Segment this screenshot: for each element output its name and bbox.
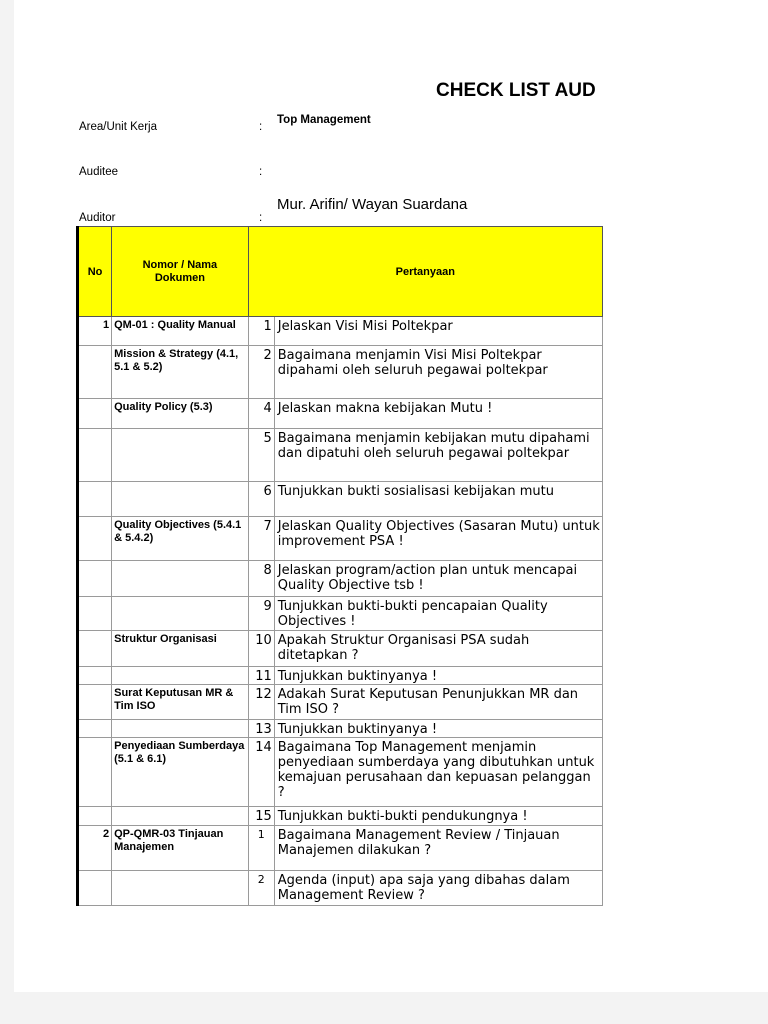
question-number: 5	[263, 431, 272, 446]
document-name	[112, 807, 248, 809]
document-name: Surat Keputusan MR & Tim ISO	[114, 687, 234, 712]
auditor-value: Mur. Arifin/ Wayan Suardana	[277, 196, 468, 213]
question-number: 15	[255, 809, 272, 824]
question-number-cell	[248, 738, 274, 807]
question-number: 2	[257, 873, 265, 886]
question-number: 9	[263, 599, 272, 614]
area-colon: :	[259, 121, 263, 133]
document-name: Quality Policy (5.3)	[114, 401, 213, 413]
question-number-cell	[248, 346, 274, 399]
document-name: QM-01 : Quality Manual	[114, 319, 236, 331]
document-name-cell	[112, 561, 249, 597]
table-header-row	[78, 227, 603, 317]
question-number: 2	[263, 348, 272, 363]
document-name-cell	[112, 738, 249, 807]
row-number-cell	[78, 399, 112, 429]
row-number-cell	[78, 720, 112, 738]
question-number: 12	[255, 687, 272, 702]
row-number-cell	[78, 346, 112, 399]
row-number-cell	[78, 482, 112, 517]
question-text-cell	[274, 871, 602, 906]
document-name	[112, 482, 248, 484]
row-number	[79, 738, 111, 740]
question-text: Bagaimana menjamin Visi Misi Poltekpar dipahami oleh seluruh pegawai poltekpar	[277, 348, 548, 378]
table-row	[78, 631, 603, 667]
question-text-cell	[274, 597, 602, 631]
question-text-cell	[274, 317, 602, 346]
document-name-cell	[112, 346, 249, 399]
row-number	[79, 399, 111, 401]
document-name-cell	[112, 317, 249, 346]
table-row	[78, 667, 603, 685]
auditee-label: Auditee	[79, 166, 119, 178]
question-number-cell	[248, 317, 274, 346]
checklist-table	[76, 226, 603, 906]
question-text-cell	[274, 429, 602, 482]
header-no: No	[78, 227, 112, 317]
row-number	[79, 631, 111, 633]
question-text: Tunjukkan buktinyanya !	[277, 669, 438, 684]
row-number	[79, 871, 111, 873]
header-document	[112, 227, 249, 317]
area-value: Top Management	[277, 114, 371, 126]
document-name-cell	[112, 399, 249, 429]
table-row	[78, 597, 603, 631]
question-number: 6	[263, 484, 272, 499]
document-name-cell	[112, 429, 249, 482]
question-number: 7	[263, 519, 272, 534]
question-text-cell	[274, 738, 602, 807]
row-number-cell	[78, 317, 112, 346]
row-number-cell	[78, 667, 112, 685]
document-name-cell	[112, 597, 249, 631]
question-text: Tunjukkan bukti-bukti pendukungnya !	[277, 809, 528, 824]
question-number-cell	[248, 482, 274, 517]
document-name-cell	[112, 685, 249, 720]
row-number	[79, 517, 111, 519]
question-text: Bagaimana Top Management menjamin penyediaan sumberdaya yang dibutuhkan untuk kemajuan perusahaan dan kepuasan pelanggan ?	[277, 740, 595, 800]
document-name: QP-QMR-03 Tinjauan Manajemen	[114, 828, 224, 853]
question-text: Tunjukkan buktinyanya !	[277, 722, 438, 737]
auditor-colon: :	[259, 212, 263, 224]
auditee-colon: :	[259, 166, 263, 178]
table-row	[78, 482, 603, 517]
row-number	[79, 482, 111, 484]
table-row	[78, 399, 603, 429]
document-name	[112, 429, 248, 431]
question-text-cell	[274, 685, 602, 720]
question-text-cell	[274, 346, 602, 399]
table-row	[78, 738, 603, 807]
document-name: Mission & Strategy (4.1, 5.1 & 5.2)	[114, 348, 239, 373]
row-number	[79, 561, 111, 563]
header-question: Pertanyaan	[248, 227, 602, 317]
question-number: 11	[255, 669, 272, 684]
row-number-cell	[78, 738, 112, 807]
document-name-cell	[112, 871, 249, 906]
question-text: Jelaskan Quality Objectives (Sasaran Mutu) untuk improvement PSA !	[277, 519, 600, 549]
question-text-cell	[274, 667, 602, 685]
table-row	[78, 517, 603, 561]
question-number-cell	[248, 826, 274, 871]
table-row	[78, 871, 603, 906]
question-text: Bagaimana Management Review / Tinjauan Manajemen dilakukan ?	[277, 828, 560, 858]
question-text: Bagaimana menjamin kebijakan mutu dipahami dan dipatuhi oleh seluruh pegawai poltekpar	[277, 431, 590, 461]
document-name-cell	[112, 631, 249, 667]
question-number: 4	[263, 401, 272, 416]
row-number-cell	[78, 517, 112, 561]
table-row	[78, 346, 603, 399]
document-name	[112, 597, 248, 599]
question-text-cell	[274, 517, 602, 561]
question-number-cell	[248, 871, 274, 906]
question-text: Jelaskan Visi Misi Poltekpar	[277, 319, 453, 334]
table-row	[78, 826, 603, 871]
document-name: Struktur Organisasi	[114, 633, 217, 645]
row-number	[79, 346, 111, 348]
question-number: 1	[263, 319, 272, 334]
document-name-cell	[112, 807, 249, 826]
question-text: Apakah Struktur Organisasi PSA sudah ditetapkan ?	[277, 633, 530, 663]
row-number: 1	[103, 319, 110, 331]
row-number-cell	[78, 597, 112, 631]
question-text-cell	[274, 399, 602, 429]
question-text-cell	[274, 807, 602, 826]
document-name	[112, 871, 248, 873]
document-name-cell	[112, 667, 249, 685]
row-number-cell	[78, 631, 112, 667]
row-number-cell	[78, 826, 112, 871]
row-number: 2	[103, 828, 110, 840]
table-row	[78, 807, 603, 826]
header-document-label: Nomor / Nama Dokumen	[142, 258, 218, 284]
document-name-cell	[112, 826, 249, 871]
question-text: Agenda (input) apa saja yang dibahas dalam Management Review ?	[277, 873, 570, 903]
row-number-cell	[78, 685, 112, 720]
question-number-cell	[248, 517, 274, 561]
table-row	[78, 561, 603, 597]
document-name-cell	[112, 720, 249, 738]
question-number-cell	[248, 720, 274, 738]
auditor-label: Auditor	[79, 212, 116, 224]
question-text-cell	[274, 720, 602, 738]
row-number	[79, 667, 111, 669]
question-number: 14	[255, 740, 272, 755]
document-name: Penyediaan Sumberdaya (5.1 & 6.1)	[114, 740, 245, 765]
question-number-cell	[248, 685, 274, 720]
question-number-cell	[248, 667, 274, 685]
row-number	[79, 807, 111, 809]
question-number-cell	[248, 429, 274, 482]
question-text-cell	[274, 826, 602, 871]
row-number	[79, 597, 111, 599]
document-name	[112, 667, 248, 669]
row-number-cell	[78, 429, 112, 482]
row-number-cell	[78, 561, 112, 597]
page-title: CHECK LIST AUD	[436, 80, 596, 101]
document-name-cell	[112, 482, 249, 517]
question-text: Tunjukkan bukti-bukti pencapaian Quality Objectives !	[277, 599, 548, 629]
question-text: Adakah Surat Keputusan Penunjukkan MR dan Tim ISO ?	[277, 687, 579, 717]
row-number	[79, 429, 111, 431]
question-number-cell	[248, 631, 274, 667]
question-number-cell	[248, 807, 274, 826]
document-name	[112, 720, 248, 722]
row-number	[79, 720, 111, 722]
table-row	[78, 429, 603, 482]
question-number-cell	[248, 597, 274, 631]
question-number: 10	[255, 633, 272, 648]
area-label: Area/Unit Kerja	[79, 121, 157, 133]
question-number: 8	[263, 563, 272, 578]
table-row	[78, 317, 603, 346]
question-number: 13	[255, 722, 272, 737]
question-number-cell	[248, 399, 274, 429]
question-text-cell	[274, 631, 602, 667]
question-number-cell	[248, 561, 274, 597]
question-text: Jelaskan program/action plan untuk mencapai Quality Objective tsb !	[277, 563, 578, 593]
question-text: Tunjukkan bukti sosialisasi kebijakan mutu	[277, 484, 554, 499]
document-name: Quality Objectives (5.4.1 & 5.4.2)	[114, 519, 242, 544]
table-row	[78, 685, 603, 720]
question-number: 1	[257, 828, 265, 841]
question-text: Jelaskan makna kebijakan Mutu !	[277, 401, 493, 416]
question-text-cell	[274, 482, 602, 517]
question-text-cell	[274, 561, 602, 597]
row-number-cell	[78, 871, 112, 906]
document-name-cell	[112, 517, 249, 561]
row-number	[79, 685, 111, 687]
table-row	[78, 720, 603, 738]
document-name	[112, 561, 248, 563]
row-number-cell	[78, 807, 112, 826]
